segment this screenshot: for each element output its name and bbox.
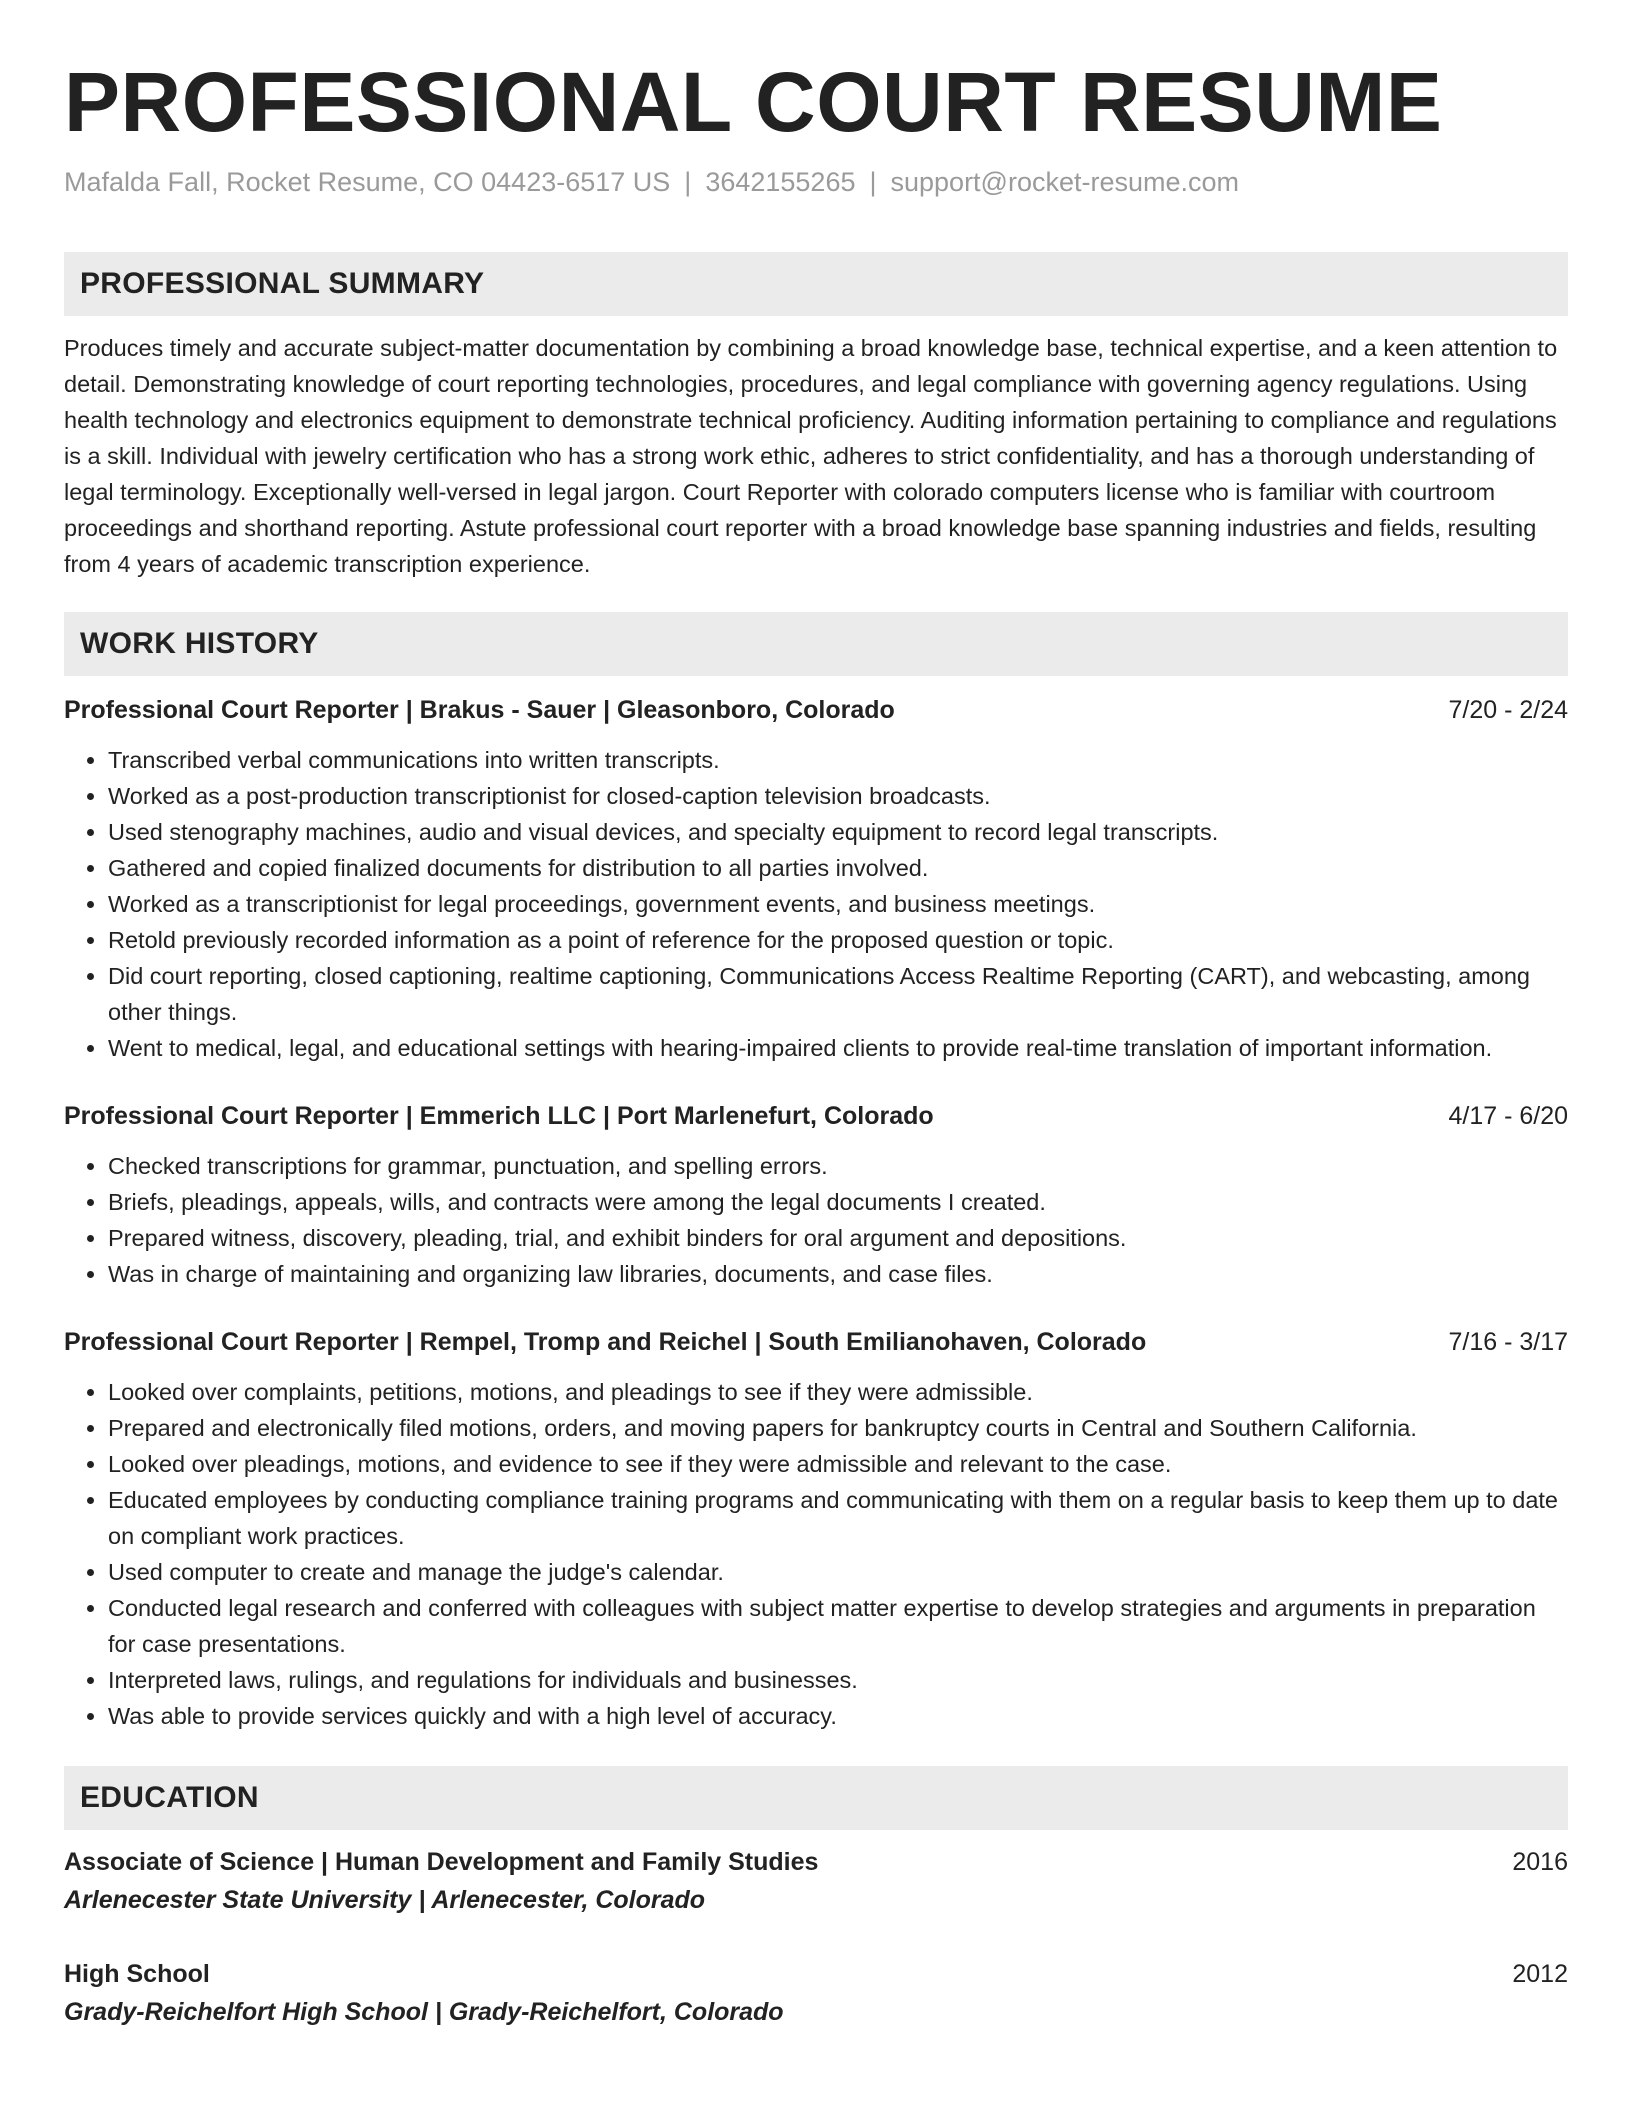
job-dates: 7/16 - 3/17 (1448, 1328, 1568, 1356)
job-bullet: • Prepared and electronically filed motions, orders, and moving papers for bankruptcy courts in Central and Southern California. (108, 1410, 1568, 1446)
education-entry (64, 1956, 1568, 2030)
job-bullet: • Educated employees by conducting compliance training programs and communicating with them on a regular basis to keep them up to date on compliant work practices. (108, 1482, 1568, 1554)
job-header (64, 692, 1568, 728)
job-bullet: • Did court reporting, closed captioning, realtime captioning, Communications Access Realtime Reporting (CART), and webcasting, among other things. (108, 958, 1568, 1030)
job-bullet: • Interpreted laws, rulings, and regulations for individuals and businesses. (108, 1662, 1568, 1698)
job-entry (64, 1098, 1568, 1292)
job-bullet: • Prepared witness, discovery, pleading, trial, and exhibit binders for oral argument and depositions. (108, 1220, 1568, 1256)
job-bullet: • Conducted legal research and conferred with colleagues with subject matter expertise to develop strategies and arguments in preparation for case presentations. (108, 1590, 1568, 1662)
job-entry (64, 692, 1568, 1066)
work-history-list (64, 692, 1568, 1734)
contact-separator: | (684, 167, 692, 197)
job-bullet-list (64, 1148, 1568, 1292)
education-year: 2012 (1512, 1960, 1568, 1988)
section-heading-summary: PROFESSIONAL SUMMARY (64, 252, 1568, 316)
job-bullet: • Went to medical, legal, and educational settings with hearing-impaired clients to provide real-time translation of important information. (108, 1030, 1568, 1066)
job-bullet: • Worked as a transcriptionist for legal proceedings, government events, and business meetings. (108, 886, 1568, 922)
summary-text: Produces timely and accurate subject-matter documentation by combining a broad knowledge base, technical expertise, and a keen attention to detail. Demonstrating knowledge of court reporting technologies, procedures, and legal compliance with governing agency regulations. Using health technology and electronics equipment to demonstrate technical proficiency. Auditing information pertaining to compliance and regulations is a skill. Individual with jewelry certification who has a strong work ethic, adheres to strict confidentiality, and has a thorough understanding of legal terminology. Exceptionally well-versed in legal jargon. Court Reporter with colorado computers license who is familiar with courtroom proceedings and shorthand reporting. Astute professional court reporter with a broad knowledge base spanning industries and fields, resulting from 4 years of academic transcription experience. (64, 335, 1558, 577)
job-bullet: • Used stenography machines, audio and visual devices, and specialty equipment to record legal transcripts. (108, 814, 1568, 850)
job-bullet: • Transcribed verbal communications into written transcripts. (108, 742, 1568, 778)
section-heading-education: EDUCATION (64, 1766, 1568, 1830)
job-header (64, 1324, 1568, 1360)
education-header (64, 1844, 1568, 1880)
job-bullet: • Briefs, pleadings, appeals, wills, and contracts were among the legal documents I created. (108, 1184, 1568, 1220)
education-list (64, 1844, 1568, 2030)
job-title: Professional Court Reporter | Rempel, Tromp and Reichel | South Emilianohaven, Colorado (64, 1328, 1147, 1356)
job-bullet: • Was in charge of maintaining and organizing law libraries, documents, and case files. (108, 1256, 1568, 1292)
job-bullet-list (64, 1374, 1568, 1734)
job-bullet-list (64, 742, 1568, 1066)
education-header (64, 1956, 1568, 1992)
job-bullet: • Was able to provide services quickly and with a high level of accuracy. (108, 1698, 1568, 1734)
contact-line (64, 164, 1568, 200)
contact-phone: 3642155265 (705, 167, 856, 197)
resume-title: PROFESSIONAL COURT RESUME (64, 55, 1443, 149)
job-bullet: • Looked over complaints, petitions, motions, and pleadings to see if they were admissible. (108, 1374, 1568, 1410)
education-school: Arlenecester State University | Arlenecester, Colorado (64, 1886, 706, 1914)
job-header (64, 1098, 1568, 1134)
contact-email: support@rocket-resume.com (890, 167, 1240, 197)
education-year: 2016 (1512, 1848, 1568, 1876)
section-heading-work-history: WORK HISTORY (64, 612, 1568, 676)
education-school: Grady-Reichelfort High School | Grady-Reichelfort, Colorado (64, 1998, 784, 2026)
job-title: Professional Court Reporter | Emmerich LLC | Port Marlenefurt, Colorado (64, 1102, 934, 1130)
education-degree: Associate of Science | Human Development and Family Studies (64, 1848, 819, 1876)
contact-separator: | (869, 167, 877, 197)
education-entry (64, 1844, 1568, 1918)
job-bullet: • Worked as a post-production transcriptionist for closed-caption television broadcasts. (108, 778, 1568, 814)
job-bullet: • Retold previously recorded information as a point of reference for the proposed question or topic. (108, 922, 1568, 958)
job-entry (64, 1324, 1568, 1734)
job-bullet: • Gathered and copied finalized documents for distribution to all parties involved. (108, 850, 1568, 886)
education-degree: High School (64, 1960, 210, 1988)
contact-address: Mafalda Fall, Rocket Resume, CO 04423-6517 US (64, 167, 671, 197)
job-dates: 7/20 - 2/24 (1448, 696, 1568, 724)
job-bullet: • Used computer to create and manage the judge's calendar. (108, 1554, 1568, 1590)
job-dates: 4/17 - 6/20 (1448, 1102, 1568, 1130)
job-title: Professional Court Reporter | Brakus - Sauer | Gleasonboro, Colorado (64, 696, 895, 724)
job-bullet: • Looked over pleadings, motions, and evidence to see if they were admissible and relevant to the case. (108, 1446, 1568, 1482)
job-bullet: • Checked transcriptions for grammar, punctuation, and spelling errors. (108, 1148, 1568, 1184)
